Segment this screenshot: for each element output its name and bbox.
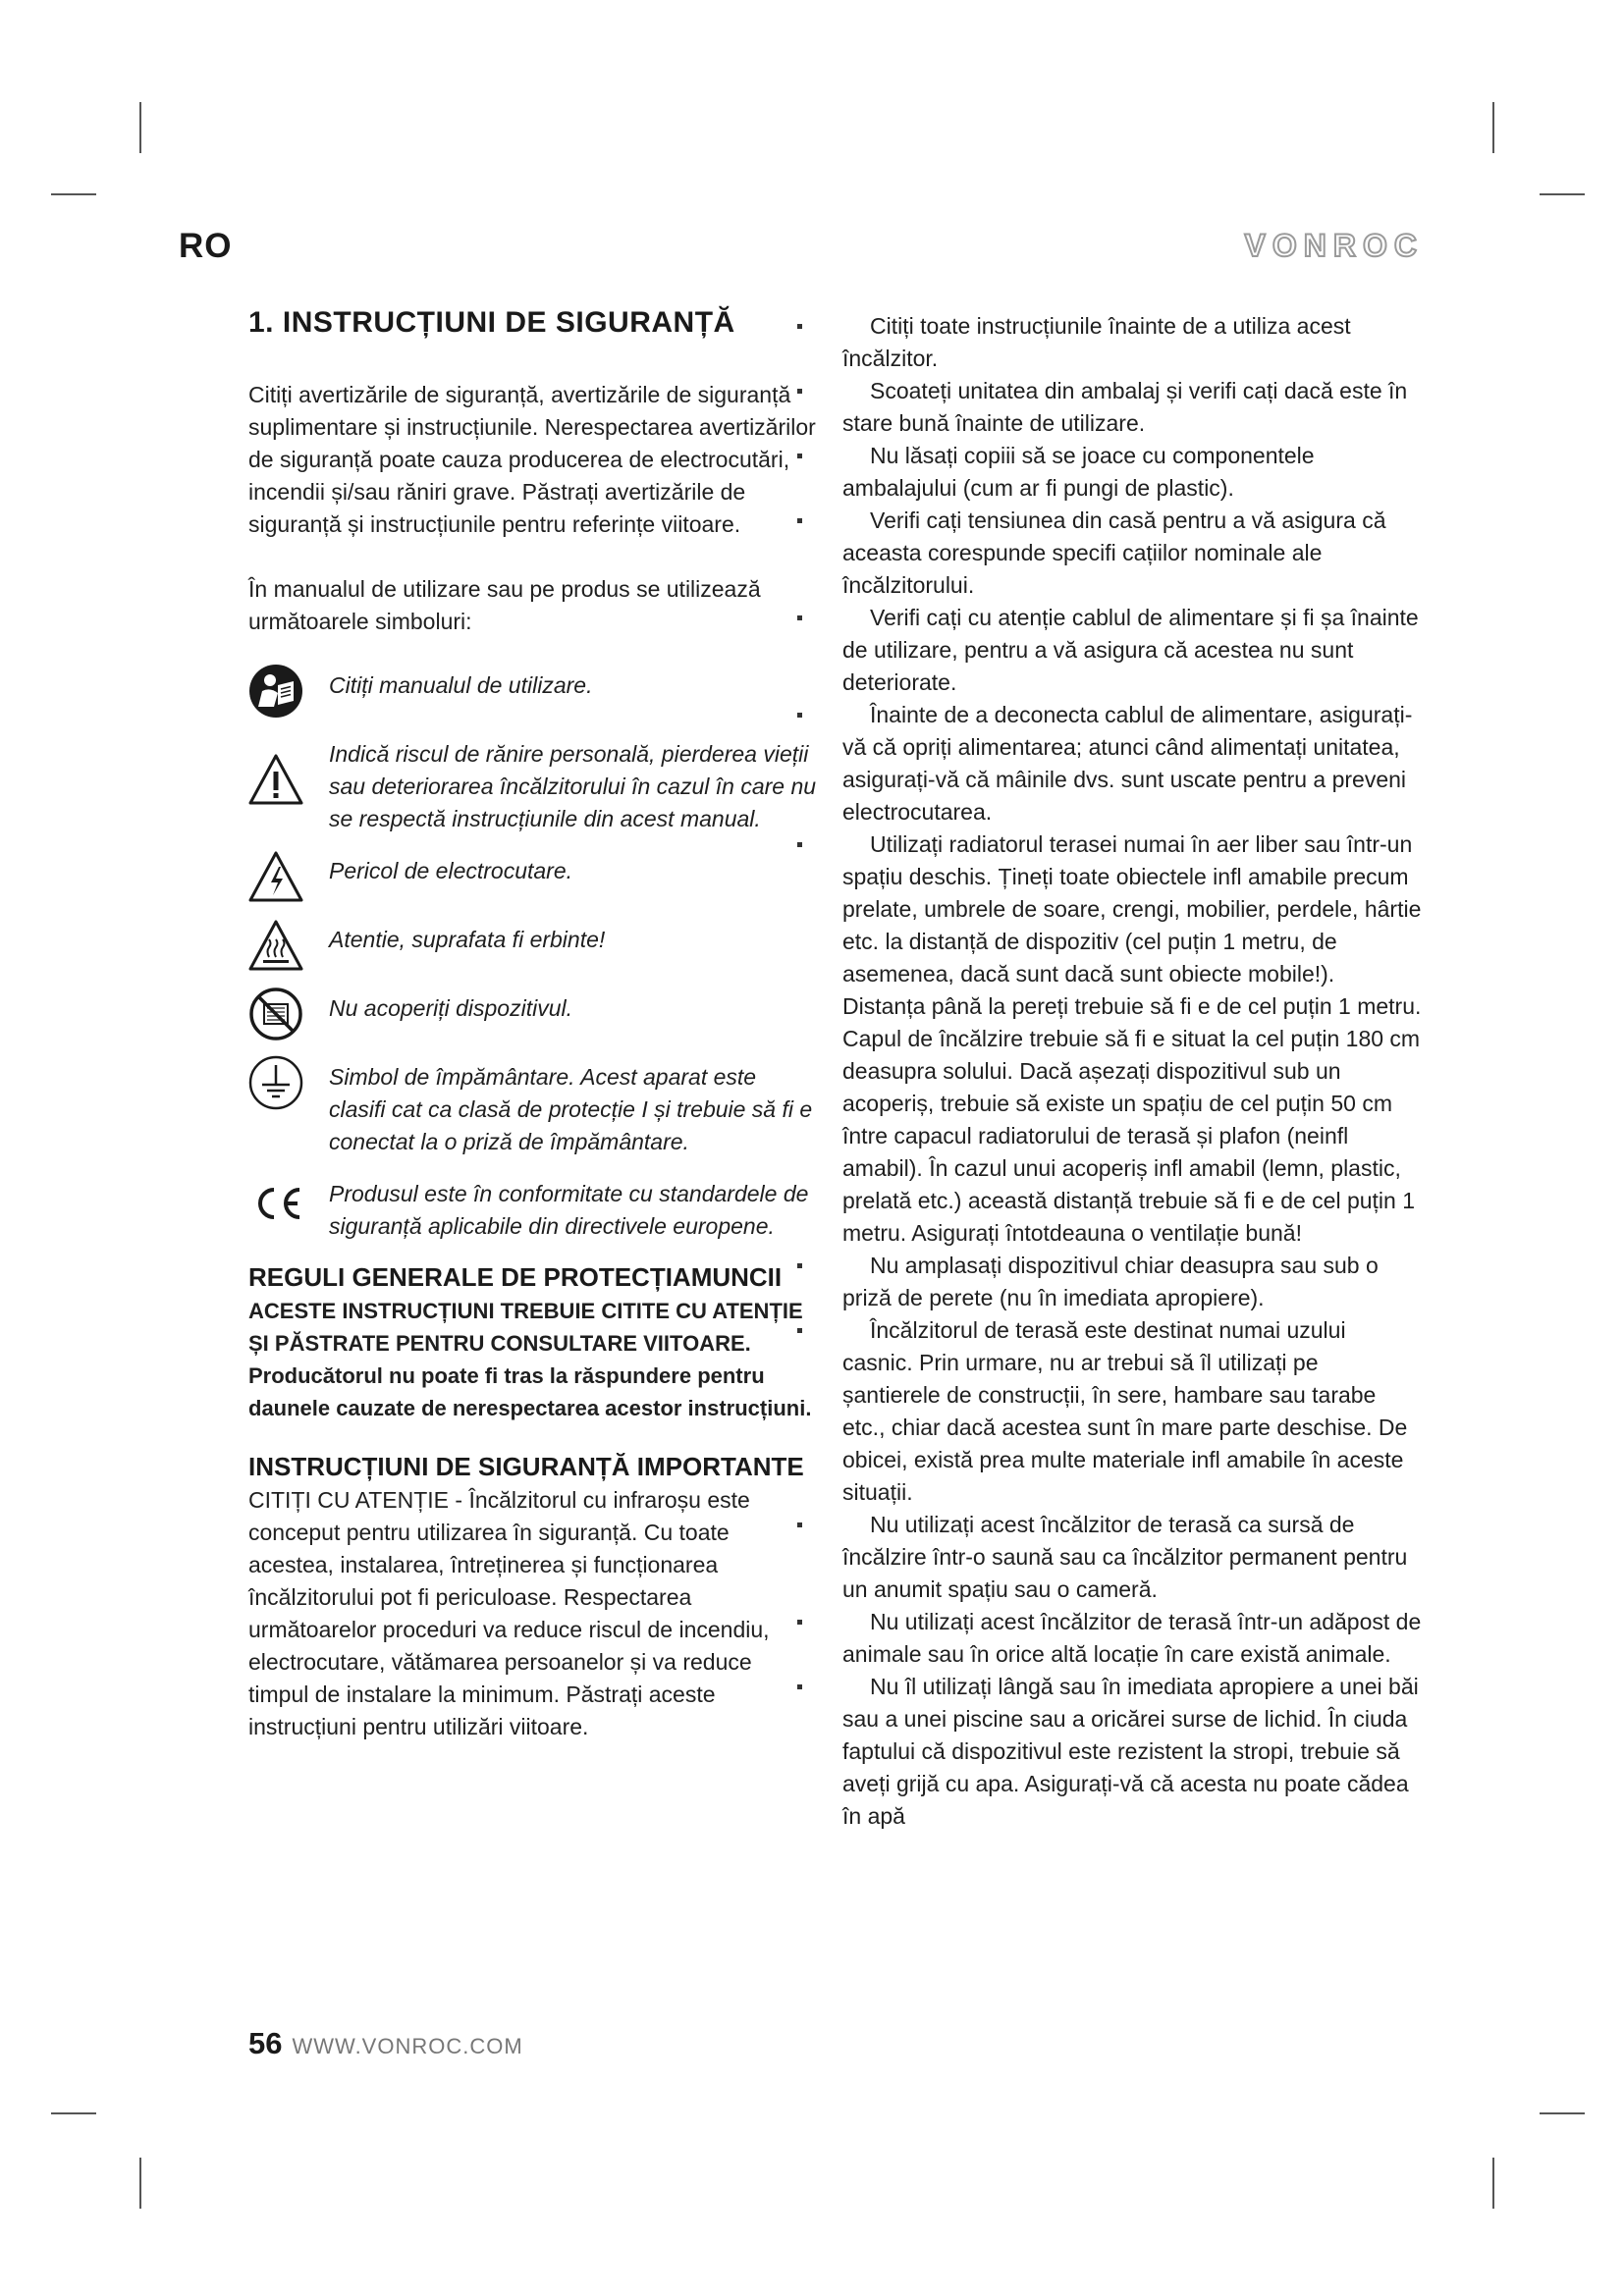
bullet-item: Verifi cați cu atenție cablul de alimentare și fi șa înainte de utilizare, pentru a vă asigura că acestea nu sunt deteriorate.: [842, 602, 1422, 699]
bullet-item: Utilizați radiatorul terasei numai în aer liber sau într-un spațiu deschis. Țineți toate obiectele infl amabile precum prelate, umbrele de soare, crengi, mobilier, perdele, hârtie etc. la distanță de dispozitiv (cel puțin 1 metru, de asemenea, dacă sunt dacă sunt obiecte mobile!). Distanța până la pereți trebuie să fi e de cel puțin 1 metru. Capul de încălzire trebuie să fi e situat la cel puțin 180 cm deasupra solului. Dacă așezați dispozitivul sub un acoperiș, trebuie să existe un spațiu de cel puțin 50 cm între capacul radiatorului de terasă și plafon (neinfl amabil). În cazul unui acoperiș infl amabil (lemn, plastic, prelată etc.) această distanță trebuie să fi e de cel puțin 1 metru. Asigurați întotdeauna o ventilație bună!: [842, 828, 1422, 1250]
bullet-item: Nu utilizați acest încălzitor de terasă ca sursă de încălzire într-o saună sau ca încălzitor permanent pentru un anumit spațiu sau o cameră.: [842, 1509, 1422, 1606]
crop-mark: [139, 102, 141, 153]
symbol-text: Produsul este în conformitate cu standardele de siguranță aplicabile din directivele europene.: [329, 1181, 809, 1239]
language-code: RO: [179, 227, 233, 265]
brand-logo: VONROC: [1244, 228, 1424, 263]
read-manual-icon: [248, 664, 303, 719]
electric-shock-icon: [248, 849, 303, 904]
do-not-cover-icon: [248, 987, 303, 1041]
bullet-item: Nu lăsați copiii să se joace cu componentele ambalajului (cum ar fi pungi de plastic).: [842, 440, 1422, 505]
bullet-item: Scoateți unitatea din ambalaj și verifi cați dacă este în stare bună înainte de utilizare.: [842, 375, 1422, 440]
important-heading: INSTRUCȚIUNI DE SIGURANȚĂ IMPORTANTE: [248, 1452, 804, 1481]
page-footer: [248, 2026, 523, 2061]
symbol-row: [248, 987, 818, 1041]
crop-mark: [1540, 2112, 1585, 2114]
important-text: CITIȚI CU ATENȚIE - Încălzitorul cu infraroșu este conceput pentru utilizarea în siguranță. Cu toate acestea, instalarea, întreținerea și funcționarea încălzitorului pot fi periculoase. Respectarea următoarelor proceduri va reduce riscul de incendiu, electrocutare, vătămarea persoanelor și va reduce timpul de instalare la minimum. Păstrați aceste instrucțiuni pentru utilizări viitoare.: [248, 1487, 770, 1739]
bullet-item: Înainte de a deconecta cablul de alimentare, asigurați-vă că opriți alimentarea; atunci când alimentați unitatea, asigurați-vă că mâinile dvs. sunt uscate pentru a preveni electrocutarea.: [842, 699, 1422, 828]
crop-mark: [1540, 193, 1585, 195]
symbol-text: Nu acoperiți dispozitivul.: [329, 995, 573, 1021]
crop-mark: [1492, 2158, 1494, 2209]
earth-ground-icon: [248, 1055, 303, 1110]
bullet-item: Încălzitorul de terasă este destinat numai uzului casnic. Prin urmare, nu ar trebui să îl utilizați pe șantierele de construcții, în sere, hambare sau tarabe etc., chiar dacă acestea sunt în mare parte deschise. De obicei, există prea multe materiale infl amabile în aceste situații.: [842, 1314, 1422, 1509]
symbol-text: Simbol de împământare. Acest aparat este clasifi cat ca clasă de protecție I și trebuie să fi e conectat la o priză de împământare.: [329, 1064, 813, 1154]
crop-mark: [139, 2158, 141, 2209]
rules-heading: REGULI GENERALE DE PROTECȚIAMUNCII: [248, 1262, 783, 1292]
symbol-row: [248, 664, 818, 719]
ce-mark-icon: [248, 1176, 303, 1231]
left-column: [248, 306, 818, 1743]
symbol-text: Indică riscul de rănire personală, pierderea vieții sau deteriorarea încălzitorului în cazul în care nu se respectă instrucțiunile din acest manual.: [329, 741, 817, 831]
symbol-row: [248, 732, 818, 835]
crop-mark: [51, 193, 96, 195]
website-url: WWW.VONROC.COM: [292, 2034, 523, 2058]
symbol-text: Atentie, suprafata fi erbinte!: [329, 927, 606, 952]
symbol-row: [248, 1055, 818, 1158]
crop-mark: [1492, 102, 1494, 153]
hot-surface-icon: [248, 918, 303, 973]
symbol-text: Citiți manualul de utilizare.: [329, 672, 593, 698]
warning-triangle-icon: [248, 752, 303, 807]
rules-bold: Producătorul nu poate fi tras la răspundere pentru daunele cauzate de nerespectarea acestor instrucțiuni.: [248, 1363, 812, 1420]
symbol-row: [248, 1172, 818, 1243]
safety-bullets: [842, 310, 1422, 1833]
crop-mark: [51, 2112, 96, 2114]
bullet-item: Citiți toate instrucțiunile înainte de a utiliza acest încălzitor.: [842, 310, 1422, 375]
bullet-item: Verifi cați tensiunea din casă pentru a vă asigura că aceasta corespunde specifi cațiilor nominale ale încălzitorului.: [842, 505, 1422, 602]
symbol-row: [248, 918, 818, 973]
symbol-text: Pericol de electrocutare.: [329, 858, 573, 883]
symbols-intro: În manualul de utilizare sau pe produs se utilizează următoarele simboluri:: [248, 576, 761, 634]
bullet-item: Nu amplasați dispozitivul chiar deasupra sau sub o priză de perete (nu în imediata apropiere).: [842, 1250, 1422, 1314]
rules-caps: ACESTE INSTRUCȚIUNI TREBUIE CITITE CU ATENȚIE ȘI PĂSTRATE PENTRU CONSULTARE VIITOARE.: [248, 1299, 803, 1356]
right-column: [842, 310, 1422, 1833]
symbol-row: [248, 849, 818, 904]
bullet-item: Nu îl utilizați lângă sau în imediata apropiere a unei băi sau a unei piscine sau a oricărei surse de lichid. În ciuda faptului că dispozitivul este rezistent la stropi, trebuie să aveți grijă cu apa. Asigurați-vă că acesta nu poate cădea în apă: [842, 1671, 1422, 1833]
page-number: 56: [248, 2026, 283, 2060]
intro-paragraph: Citiți avertizările de siguranță, avertizările de siguranță suplimentare și instrucțiunile. Nerespectarea avertizărilor de siguranță poate cauza producerea de electrocutări, incendii și/sau răniri grave. Păstrați avertizările de siguranță și instrucțiunile pentru referințe viitoare.: [248, 382, 816, 537]
bullet-item: Nu utilizați acest încălzitor de terasă într-un adăpost de animale sau în orice altă locație în care există animale.: [842, 1606, 1422, 1671]
section-title: 1. INSTRUCȚIUNI DE SIGURANȚĂ: [248, 306, 735, 339]
